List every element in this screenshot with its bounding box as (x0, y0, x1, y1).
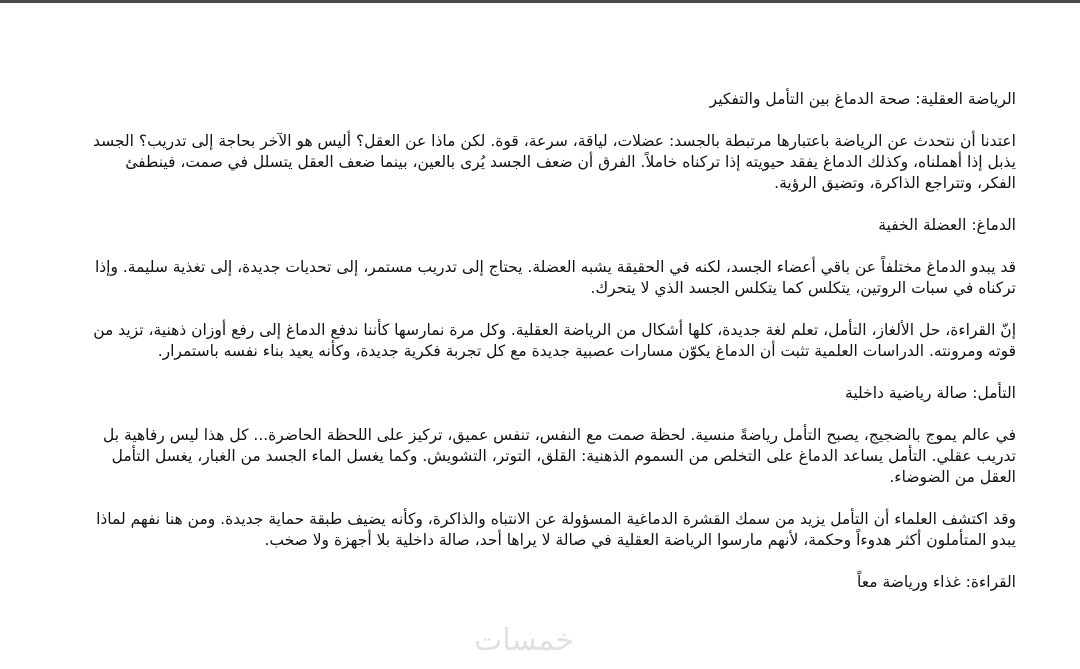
top-border (0, 0, 1080, 3)
article (86, 89, 1016, 614)
article-title: الرياضة العقلية: صحة الدماغ بين التأمل والتفكير (709, 90, 1016, 108)
section-heading-meditation: التأمل: صالة رياضية داخلية (845, 384, 1016, 402)
paragraph-mental-exercise: إنّ القراءة، حل الألغاز، التأمل، تعلم لغة جديدة، كلها أشكال من الرياضة العقلية. وكل مرة نمارسها كأننا ندفع الدماغ إلى رفع أوزان ذهنية، تزيد من قوته ومرونته. الدراسات العلمية تثبت أن الدماغ يكوّن مسارات عصبية جديدة مع كل تجربة فكرية جديدة، وكأنه يعيد بناء نفسه باستمرار. (93, 321, 1016, 360)
paragraph-intro: اعتدنا أن نتحدث عن الرياضة باعتبارها مرتبطة بالجسد: عضلات، لياقة، سرعة، قوة. لكن ماذا عن العقل؟ أليس هو الآخر بحاجة إلى تدريب؟ الجسد يذبل إذا أهملناه، وكذلك الدماغ يفقد حيويته إذا تركناه خاملاً. الفرق أن ضعف الجسد يُرى بالعين، بينما ضعف العقل يتسلل في صمت، فينطفئ الفكر، وتتراجع الذاكرة، وتضيق الرؤية. (92, 132, 1016, 192)
section-heading-reading: القراءة: غذاء ورياضة معاً (857, 573, 1016, 591)
paragraph-meditation: في عالم يموج بالضجيج، يصبح التأمل رياضةً منسية. لحظة صمت مع النفس، تنفس عميق، تركيز على اللحظة الحاضرة... كل هذا ليس رفاهية بل تدريب عقلي. التأمل يساعد الدماغ على التخلص من السموم الذهنية: القلق، التوتر، التشويش. وكما يغسل الماء الجسد من الغبار، يغسل التأمل العقل من الضوضاء. (103, 426, 1016, 486)
paragraph-brain-muscle: قد يبدو الدماغ مختلفاً عن باقي أعضاء الجسد، لكنه في الحقيقة يشبه العضلة. يحتاج إلى تدريب مستمر، إلى تحديات جديدة، إلى تغذية سليمة. وإذا تركناه في سبات الروتين، يتكلس كما يتكلس الجسد الذي لا يتحرك. (94, 258, 1016, 297)
watermark-logo: خمسات (474, 623, 575, 658)
section-heading-brain: الدماغ: العضلة الخفية (878, 216, 1016, 234)
paragraph-meditation-science: وقد اكتشف العلماء أن التأمل يزيد من سمك القشرة الدماغية المسؤولة عن الانتباه والذاكرة، وكأنه يضيف طبقة حماية جديدة. ومن هنا نفهم لماذا يبدو المتأملون أكثر هدوءاً وحكمة، لأنهم مارسوا الرياضة العقلية في صالة لا يراها أحد، صالة داخلية بلا أجهزة ولا صخب. (96, 510, 1016, 549)
